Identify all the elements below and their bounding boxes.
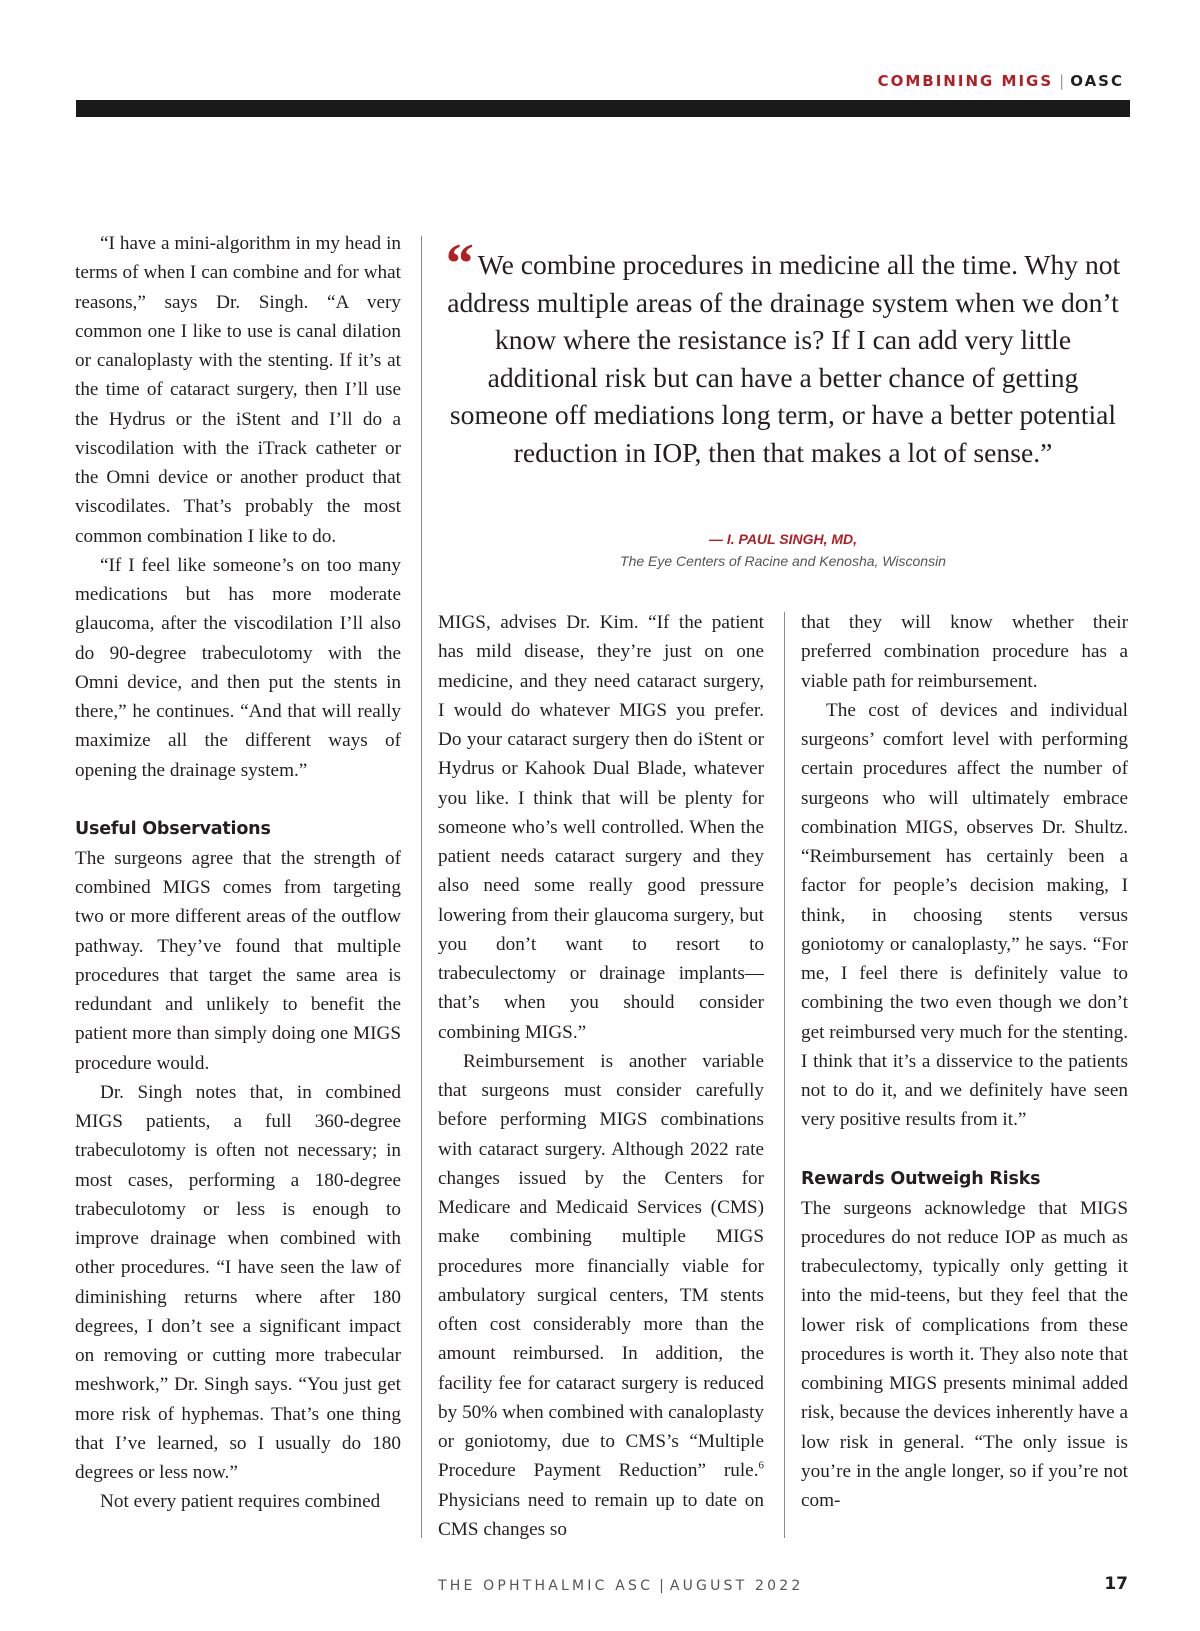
- footer-publication: THE OPHTHALMIC ASC: [438, 1578, 654, 1594]
- footer-issue: AUGUST 2022: [669, 1578, 804, 1594]
- column-divider: [784, 612, 785, 1538]
- paragraph: that they will know whether their preferred combination procedure has a viable path for reimbursement.: [801, 612, 1128, 692]
- paragraph: The surgeons agree that the strength of combined MIGS comes from targeting two or more different areas of the outflow pathway. They’ve found that multiple procedures that target the same area is redundant and unlikely to benefit the patient more than simply doing one MIGS procedure would.: [75, 847, 401, 1074]
- paragraph: “I have a mini-algorithm in my head in terms of when I can combine and for what reasons,” says Dr. Singh. “A very common one I like to use is canal dilation or canaloplasty with the stenting. If it’s at the time of cataract surgery, then I’ll use the Hydrus or the iStent and I’ll do a viscodilation with the iTrack catheter or the Omni device or another product that viscodilates. That’s probably the most common combination I like to do.: [75, 233, 401, 547]
- running-header: [878, 72, 1124, 90]
- paragraph: MIGS, advises Dr. Kim. “If the patient has mild disease, they’re just on one medicine, and they need cataract surgery, I would do whatever MIGS you prefer. Do your cataract surgery then do iStent or Hydrus or Kahook Dual Blade, whatever you like. I think that will be plenty for someone who’s well controlled. When the patient needs cataract surgery and they also need some really good pressure lowering from their glaucoma surgery, but you don’t want to resort to trabeculectomy or drainage implants—that’s when you should consider combining MIGS.”: [438, 612, 764, 1043]
- paragraph: The surgeons acknowledge that MIGS procedures do not reduce IOP as much as trabeculectomy, typically only getting it into the mid-teens, but they feel that the lower risk of complications from these procedures is worth it. They also note that combining MIGS presents minimal added risk, because the devices inherently have a low risk in general. “The only issue is you’re in the angle longer, so if you’re not com-: [801, 1197, 1128, 1511]
- header-rule: [76, 100, 1130, 117]
- header-separator: |: [1059, 72, 1065, 90]
- article-column-1: [75, 229, 401, 1517]
- page-number: 17: [1104, 1574, 1128, 1594]
- paragraph: Reimbursement is another variable that surgeons must consider carefully before performing MIGS combinations with cataract surgery. Although 2022 rate changes issued by the Centers for Medicare and Medicaid Services (CMS) make combining multiple MIGS procedures more financially viable for ambulatory surgical centers, TM stents often cost considerably more than the amount reimbursed. In addition, the facility fee for cataract surgery is reduced by 50% when combined with canaloplasty or goniotomy, due to CMS’s “Multiple Procedure Payment Reduction” rule.$^6$ Physicians need to remain up to date on CMS changes so: [438, 1050, 764, 1540]
- section-label: COMBINING MIGS: [877, 72, 1054, 90]
- article-column-2: [438, 608, 764, 1544]
- column-divider: [421, 236, 422, 1538]
- paragraph: Dr. Singh notes that, in combined MIGS patients, a full 360-degree trabeculotomy is often not necessary; in most cases, performing a 180-degree trabeculotomy or less is enough to improve drainage when combined with other procedures. “I have seen the law of diminishing returns where after 180 degrees, I don’t see a significant impact on removing or cutting more trabecular meshwork,” Dr. Singh says. “You just get more risk of hyphemas. That’s one thing that I’ve learned, so I usually do 180 degrees or less now.”: [75, 1081, 401, 1483]
- quote-mark-icon: “: [445, 233, 474, 295]
- pull-quote-attribution: — I. PAUL SINGH, MD,: [708, 531, 858, 547]
- paragraph: “If I feel like someone’s on too many medications but has more moderate glaucoma, after the viscodilation I’ll also do 90-degree trabeculotomy with the Omni device, and then put the stents in there,” he continues. “And that will really maximize all the different ways of opening the drainage system.”: [75, 554, 401, 781]
- footer-separator: |: [659, 1578, 664, 1594]
- paragraph: The cost of devices and individual surgeons’ comfort level with performing certain procedures affect the number of surgeons who will ultimately embrace combination MIGS, observes Dr. Shultz. “Reimbursement has certainly been a factor for people’s decision making, I think, in choosing stents versus goniotomy or canaloplasty,” he says. “For me, I feel there is definitely value to combining the two even though we don’t get reimbursed very much for the stenting. I think that it’s a disservice to the patients not to do it, and we definitely have seen very positive results from it.”: [801, 699, 1128, 1131]
- pull-quote-affiliation: The Eye Centers of Racine and Kenosha, Wisconsin: [620, 553, 946, 569]
- pull-quote-text: We combine procedures in medicine all the time. Why not address multiple areas of the drainage system when we don’t know where the resistance is? If I can add very little additional risk but can have a better chance of getting someone off mediations long term, or have a better potential reduction in IOP, then that makes a lot of sense.”: [447, 249, 1121, 468]
- reference-number: 6: [758, 1459, 764, 1472]
- publication-label: OASC: [1070, 72, 1124, 90]
- article-column-3: [801, 608, 1128, 1515]
- section-heading: Useful Observations: [75, 818, 271, 839]
- section-heading: Rewards Outweigh Risks: [801, 1168, 1041, 1189]
- paragraph: Not every patient requires combined: [100, 1491, 381, 1513]
- page-footer: [438, 1578, 1128, 1594]
- pull-quote: [438, 233, 1128, 472]
